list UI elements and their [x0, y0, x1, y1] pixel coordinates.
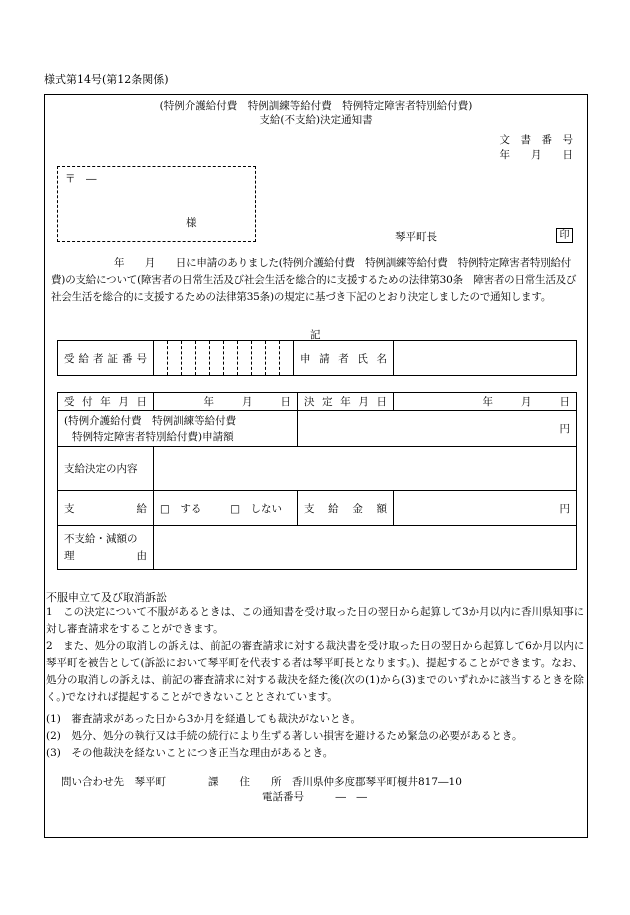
option-no-checkbox[interactable]: □ しない	[230, 502, 283, 515]
application-amount-label: (特例介護給付費 特例訓練等給付費 特例特定障害者特別給付費)申請額	[58, 411, 298, 447]
applicant-name-field[interactable]	[394, 341, 577, 376]
reason-field[interactable]	[154, 526, 577, 570]
doc-number: 文 書 番 号	[499, 134, 573, 146]
doc-date: 年 月 日	[499, 149, 573, 161]
appeal-item-3: (3) その他裁決を経ないことにつき正当な理由があるとき。	[46, 747, 334, 759]
application-amount-field[interactable]	[298, 411, 577, 447]
title-line2: 支給(不支給)決定通知書	[259, 114, 373, 126]
decision-content-label: 支給決定の内容	[58, 447, 154, 491]
recipient-number-field[interactable]	[154, 341, 294, 376]
decision-date-label: 決 定 年 月 日	[298, 393, 394, 411]
appeal-item-1: (1) 審査請求があった日から3か月を経過しても裁決がないとき。	[46, 713, 362, 725]
addressee-suffix: 様	[186, 217, 197, 229]
recipient-table	[57, 340, 577, 376]
ki-heading: 記	[310, 329, 321, 341]
appeal-item-2: (2) 処分、処分の執行又は手続の続行により生ずる著しい損害を避けるため緊急の必要があるとき。	[46, 730, 523, 742]
decision-content-field[interactable]	[154, 447, 577, 491]
yen-unit: 円	[559, 423, 570, 435]
contact-line-2: 電話番号 ― ―	[262, 791, 367, 803]
payment-options	[154, 491, 298, 526]
applicant-name-label: 申 請 者 氏 名	[294, 341, 394, 376]
appeal-paragraph-2: 2 また、処分の取消しの訴えは、前記の審査請求に対する裁決書を受け取った日の翌日から起算して6か月以内に琴平町を被告として(訴訟において琴平町を代表する者は琴平町長となります。)、提起することができます。なお、処分の取消しの訴えは、前記の審査請求に対する裁決を経た後(次の(1)から(3)までのいずれかに該当するときを除く。)でなければ提起することができないこととされています。	[46, 640, 585, 703]
recipient-number-label: 受 給 者 証 番 号	[58, 341, 154, 376]
payment-label: 支 給	[58, 491, 154, 526]
address-box	[57, 166, 256, 242]
receipt-date-label: 受 付 年 月 日	[58, 393, 154, 411]
form-label: 様式第14号(第12条関係)	[44, 73, 169, 86]
title-line1: (特例介護給付費 特例訓練等給付費 特例特定障害者特別給付費)	[159, 100, 473, 112]
payment-amount-field[interactable]	[394, 491, 577, 526]
appeal-title: 不服申立て及び取消訴訟	[46, 591, 167, 604]
postal-mark: 〒 ―	[65, 173, 97, 185]
notice-frame	[44, 94, 588, 838]
reason-label: 不支給・減額の 理 由	[58, 526, 154, 570]
payment-amount-label: 支 給 金 額	[298, 491, 394, 526]
receipt-date-field[interactable]: 年 月 日	[154, 393, 298, 411]
decision-table	[57, 392, 577, 570]
decision-date-field[interactable]: 年 月 日	[394, 393, 577, 411]
issuer: 琴平町長	[395, 231, 437, 243]
yen-unit: 円	[559, 502, 570, 515]
contact-line-1: 問い合わせ先 琴平町 課 住 所 香川県仲多度郡琴平町榎井817―10	[61, 776, 462, 788]
body-text: 年 月 日に申請のありました(特例介護給付費 特例訓練等給付費 特例特定障害者特別給付費)の支給について(障害者の日常生活及び社会生活を総合的に支援するための法律第30条 障害者の日常生活及び社会生活を総合的に支援するための法律第35条)の規定に基づき下記のとおり決定しましたので通知します。	[51, 257, 577, 303]
seal-mark: 印	[556, 228, 573, 243]
appeal-paragraph-1: 1 この決定について不服があるときは、この通知書を受け取った日の翌日から起算して3か月以内に香川県知事に対し審査請求をすることができます。	[46, 606, 585, 635]
option-yes-checkbox[interactable]: □ する	[160, 502, 202, 515]
